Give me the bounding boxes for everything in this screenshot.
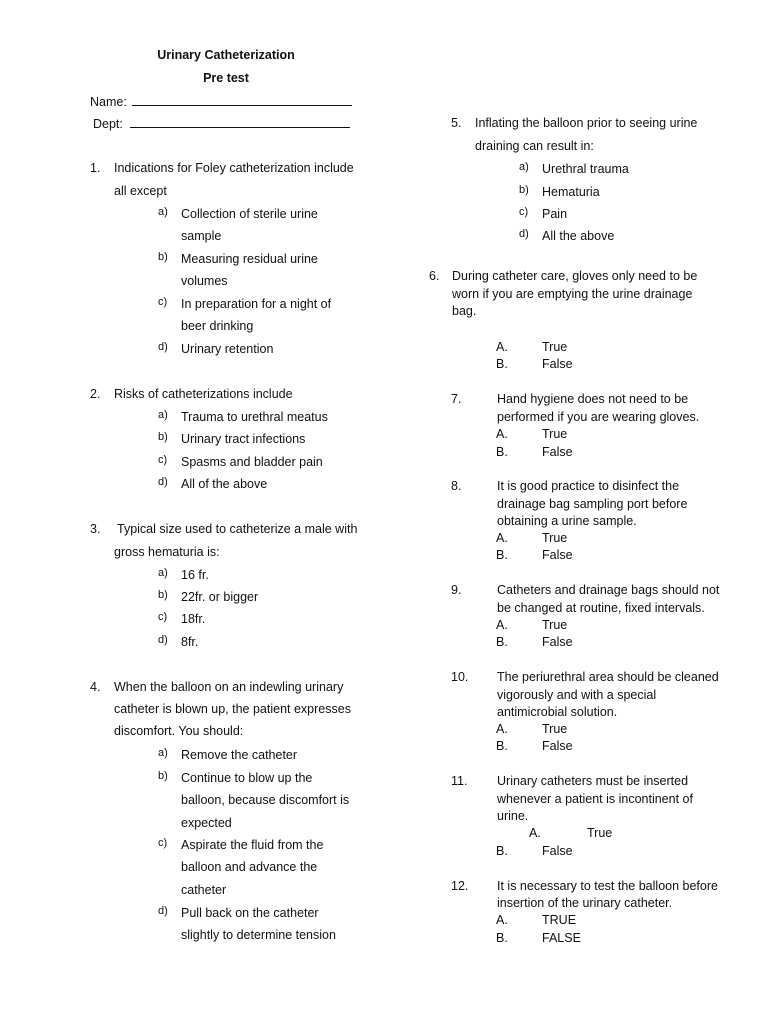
question-text-line: Typical size used to catheterize a male with	[117, 522, 358, 536]
option-text: volumes	[181, 274, 228, 288]
option-text: balloon and advance the	[181, 860, 318, 874]
option-text: Aspirate the fluid from the	[181, 838, 324, 852]
question-text-line: The periurethral area should be cleaned	[497, 670, 719, 684]
option-letter: d)	[519, 228, 529, 240]
option-letter: c)	[519, 206, 529, 218]
option-text: Urethral trauma	[542, 162, 629, 176]
option-letter: a)	[158, 567, 168, 579]
answer-true: True	[542, 531, 568, 545]
answer-true: TRUE	[542, 913, 577, 927]
answer-letter: B.	[496, 635, 508, 649]
question-text-line: It is necessary to test the balloon before	[497, 879, 718, 893]
answer-false: False	[542, 548, 573, 562]
option-letter: a)	[158, 409, 168, 421]
question-number: 10.	[451, 670, 469, 684]
question-text-line: be changed at routine, fixed intervals.	[497, 601, 705, 615]
question-text-line: During catheter care, gloves only need to be	[452, 269, 698, 283]
answer-letter: B.	[496, 931, 508, 945]
question-number: 9.	[451, 583, 462, 597]
question-text-line: It is good practice to disinfect the	[497, 479, 680, 493]
option-text: Collection of sterile urine	[181, 207, 318, 221]
question-text-line: Inflating the balloon prior to seeing urine	[475, 116, 698, 130]
question-number: 1.	[90, 161, 101, 175]
question-number: 5.	[451, 116, 462, 130]
option-text: In preparation for a night of	[181, 297, 332, 311]
answer-letter: A.	[529, 826, 541, 840]
option-letter: b)	[158, 251, 168, 263]
option-text: expected	[181, 816, 232, 830]
answer-true: True	[542, 618, 568, 632]
question-text-line: insertion of the urinary catheter.	[497, 896, 673, 910]
question-text-line: urine.	[497, 809, 529, 823]
answer-letter: A.	[496, 427, 508, 441]
answer-letter: A.	[496, 340, 508, 354]
question-text-line: When the balloon on an indewling urinary	[114, 680, 344, 694]
option-letter: d)	[158, 341, 168, 353]
question-number: 4.	[90, 680, 101, 694]
answer-letter: A.	[496, 618, 508, 632]
question-text-line: Catheters and drainage bags should not	[497, 583, 720, 597]
question-number: 2.	[90, 387, 101, 401]
document-title: Urinary Catheterization	[157, 48, 295, 62]
answer-false: FALSE	[542, 931, 581, 945]
option-text: 18fr.	[181, 612, 206, 626]
option-text: beer drinking	[181, 319, 254, 333]
option-text: Continue to blow up the	[181, 771, 313, 785]
question-text-line: draining can result in:	[475, 139, 594, 153]
answer-letter: B.	[496, 548, 508, 562]
option-letter: b)	[158, 770, 168, 782]
option-letter: c)	[158, 611, 168, 623]
question-number: 7.	[451, 392, 462, 406]
option-letter: d)	[158, 476, 168, 488]
option-text: Trauma to urethral meatus	[181, 410, 328, 424]
name-label: Name:	[90, 95, 127, 109]
answer-true: True	[542, 427, 568, 441]
question-text-line: Hand hygiene does not need to be	[497, 392, 689, 406]
question-text-line: drainage bag sampling port before	[497, 497, 688, 511]
option-text: Urinary tract infections	[181, 432, 306, 446]
question-number: 6.	[429, 269, 440, 283]
option-text: Urinary retention	[181, 342, 274, 356]
question-text-line: performed if you are wearing gloves.	[497, 410, 700, 424]
option-text: slightly to determine tension	[181, 928, 336, 942]
option-letter: c)	[158, 454, 168, 466]
option-text: All of the above	[181, 477, 268, 491]
option-text: 22fr. or bigger	[181, 590, 259, 604]
answer-false: False	[542, 739, 573, 753]
question-text-line: Urinary catheters must be inserted	[497, 774, 689, 788]
question-text-line: Risks of catheterizations include	[114, 387, 293, 401]
question-text-line: Indications for Foley catheterization include	[114, 161, 354, 175]
answer-true: True	[587, 826, 613, 840]
question-text-line: whenever a patient is incontinent of	[497, 792, 693, 806]
option-letter: b)	[158, 431, 168, 443]
question-number: 12.	[451, 879, 469, 893]
answer-letter: A.	[496, 913, 508, 927]
answer-letter: B.	[496, 739, 508, 753]
question-text-line: catheter is blown up, the patient expresses	[114, 702, 351, 716]
option-text: Spasms and bladder pain	[181, 455, 323, 469]
question-number: 8.	[451, 479, 462, 493]
option-text: balloon, because discomfort is	[181, 793, 350, 807]
option-letter: b)	[519, 184, 529, 196]
question-text-line: vigorously and with a special	[497, 688, 657, 702]
option-text: Measuring residual urine	[181, 252, 318, 266]
question-text-line: obtaining a urine sample.	[497, 514, 637, 528]
answer-false: False	[542, 445, 573, 459]
document-subtitle: Pre test	[203, 71, 249, 85]
option-text: 16 fr.	[181, 568, 209, 582]
option-text: Pull back on the catheter	[181, 906, 319, 920]
question-number: 11.	[451, 774, 468, 788]
question-text-line: antimicrobial solution.	[497, 705, 618, 719]
question-number: 3.	[90, 522, 101, 536]
answer-letter: B.	[496, 357, 508, 371]
answer-false: False	[542, 357, 573, 371]
answer-false: False	[542, 635, 573, 649]
option-text: All the above	[542, 229, 615, 243]
option-letter: d)	[158, 634, 168, 646]
dept-field[interactable]	[93, 116, 350, 131]
option-letter: a)	[519, 161, 529, 173]
answer-letter: A.	[496, 722, 508, 736]
option-letter: a)	[158, 206, 168, 218]
option-text: Hematuria	[542, 185, 600, 199]
answer-letter: A.	[496, 531, 508, 545]
option-letter: c)	[158, 296, 168, 308]
option-text: 8fr.	[181, 635, 199, 649]
option-letter: c)	[158, 837, 168, 849]
question-text-line: gross hematuria is:	[114, 545, 220, 559]
answer-letter: B.	[496, 445, 508, 459]
dept-label: Dept:	[93, 117, 123, 131]
name-field[interactable]	[90, 94, 352, 109]
answer-letter: B.	[496, 844, 508, 858]
question-text-line: all except	[114, 184, 167, 198]
option-text: catheter	[181, 883, 227, 897]
option-letter: a)	[158, 747, 168, 759]
option-text: Pain	[542, 207, 568, 221]
option-text: Remove the catheter	[181, 748, 298, 762]
option-letter: d)	[158, 905, 168, 917]
question-text-line: bag.	[452, 304, 477, 318]
answer-true: True	[542, 722, 568, 736]
question-text-line: worn if you are emptying the urine drainage	[452, 287, 693, 301]
option-text: sample	[181, 229, 222, 243]
question-text-line: discomfort. You should:	[114, 724, 244, 738]
name-blank-line[interactable]	[132, 94, 352, 106]
answer-false: False	[542, 844, 573, 858]
answer-true: True	[542, 340, 568, 354]
option-letter: b)	[158, 589, 168, 601]
dept-blank-line[interactable]	[130, 116, 350, 128]
